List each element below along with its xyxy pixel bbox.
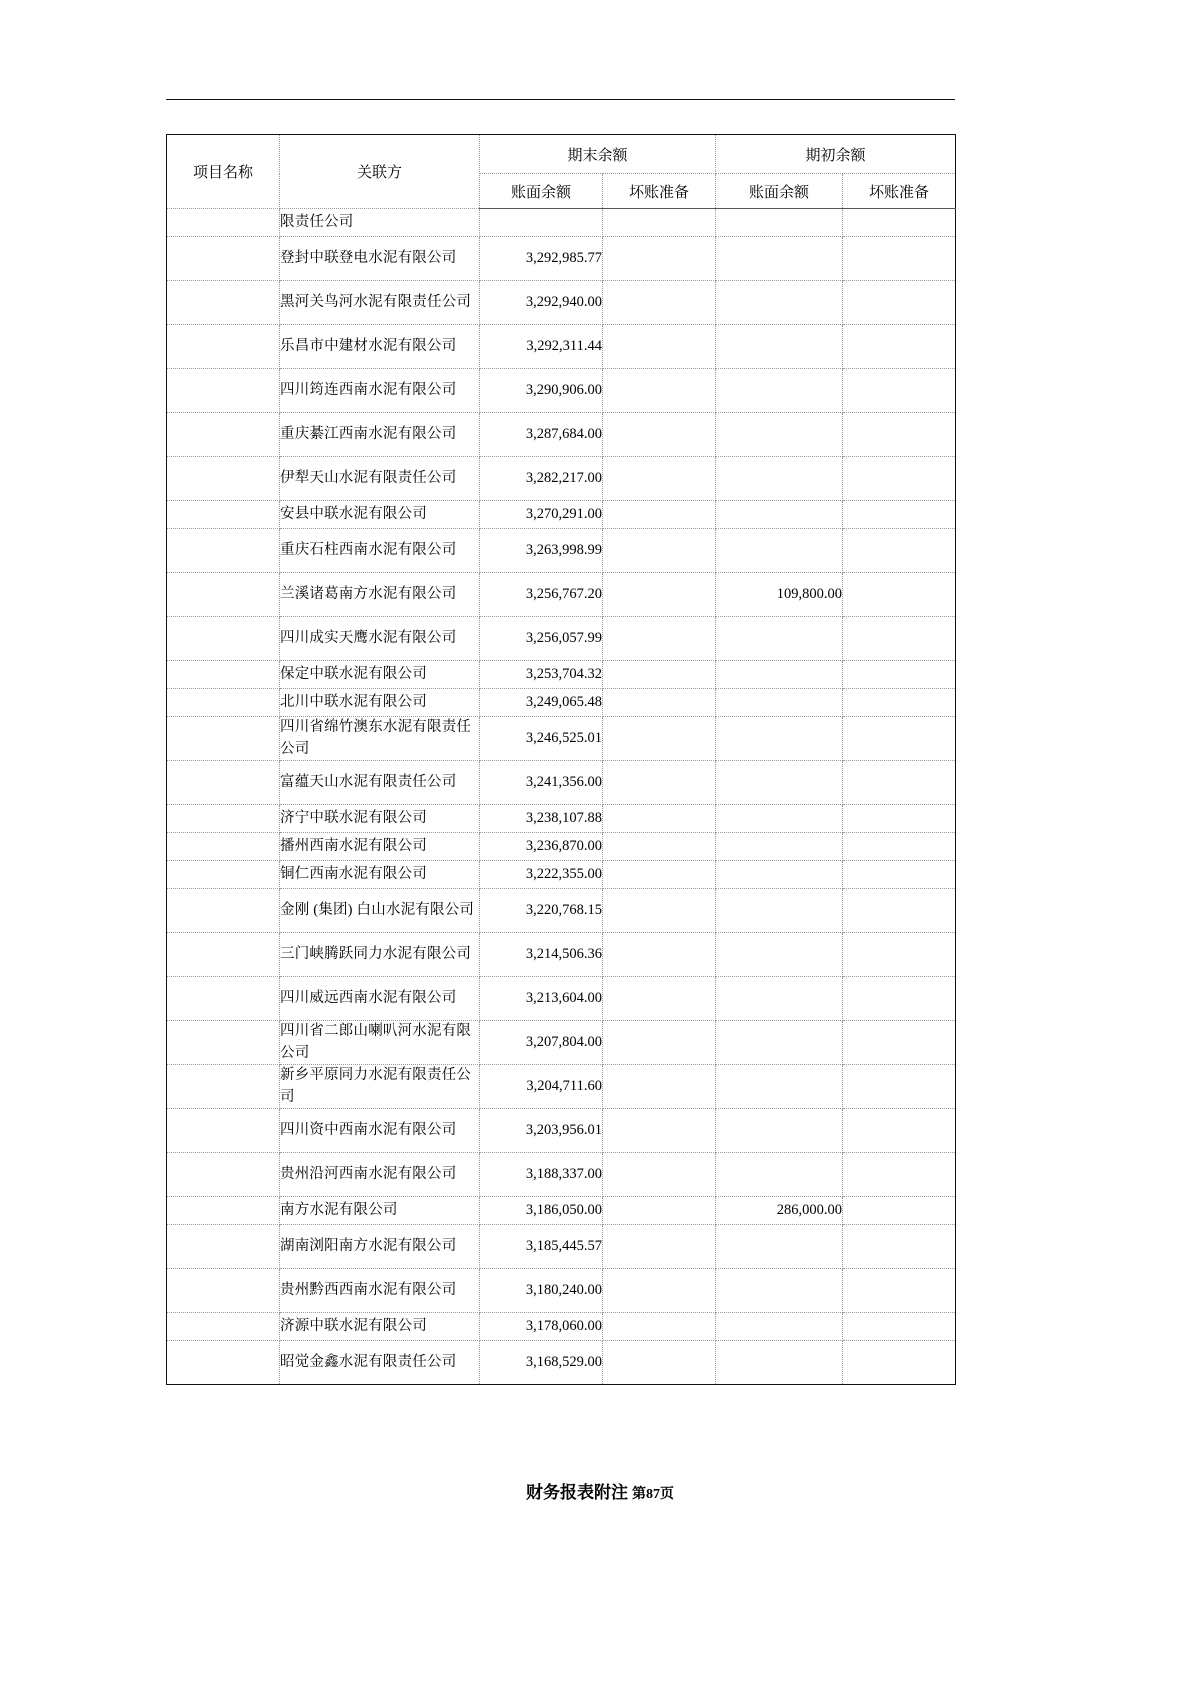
cell-beginning-bad-debt xyxy=(843,529,956,573)
cell-related-party: 新乡平原同力水泥有限责任公司 xyxy=(280,1065,480,1109)
cell-related-party: 安县中联水泥有限公司 xyxy=(280,501,480,529)
cell-beginning-book-balance xyxy=(716,1109,843,1153)
cell-beginning-book-balance xyxy=(716,1341,843,1385)
table-row xyxy=(167,1153,956,1197)
cell-ending-book-balance: 3,207,804.00 xyxy=(480,1021,603,1065)
cell-project-name xyxy=(167,661,280,689)
table-row xyxy=(167,501,956,529)
cell-ending-book-balance: 3,249,065.48 xyxy=(480,689,603,717)
cell-related-party: 济源中联水泥有限公司 xyxy=(280,1313,480,1341)
cell-beginning-book-balance xyxy=(716,369,843,413)
cell-beginning-bad-debt xyxy=(843,1341,956,1385)
cell-related-party: 兰溪诸葛南方水泥有限公司 xyxy=(280,573,480,617)
cell-ending-bad-debt xyxy=(603,661,716,689)
cell-project-name xyxy=(167,1197,280,1225)
cell-ending-book-balance: 3,263,998.99 xyxy=(480,529,603,573)
cell-beginning-bad-debt xyxy=(843,1065,956,1109)
cell-beginning-bad-debt xyxy=(843,617,956,661)
cell-project-name xyxy=(167,1153,280,1197)
page-footer xyxy=(0,1478,1200,1503)
cell-related-party: 金刚 (集团) 白山水泥有限公司 xyxy=(280,889,480,933)
cell-ending-bad-debt xyxy=(603,1021,716,1065)
cell-ending-bad-debt xyxy=(603,689,716,717)
table-row xyxy=(167,1109,956,1153)
cell-ending-book-balance: 3,222,355.00 xyxy=(480,861,603,889)
cell-ending-book-balance: 3,246,525.01 xyxy=(480,717,603,761)
cell-beginning-book-balance xyxy=(716,413,843,457)
cell-beginning-bad-debt xyxy=(843,457,956,501)
table-row xyxy=(167,457,956,501)
cell-related-party: 昭觉金鑫水泥有限责任公司 xyxy=(280,1341,480,1385)
cell-ending-bad-debt xyxy=(603,617,716,661)
cell-beginning-book-balance xyxy=(716,529,843,573)
cell-ending-bad-debt xyxy=(603,529,716,573)
cell-beginning-book-balance xyxy=(716,281,843,325)
cell-project-name xyxy=(167,209,280,237)
header-beginning-book-balance: 账面余额 xyxy=(716,174,843,209)
cell-beginning-bad-debt xyxy=(843,325,956,369)
cell-beginning-book-balance xyxy=(716,977,843,1021)
cell-ending-bad-debt xyxy=(603,717,716,761)
cell-ending-bad-debt xyxy=(603,833,716,861)
cell-project-name xyxy=(167,933,280,977)
cell-project-name xyxy=(167,977,280,1021)
cell-project-name xyxy=(167,1313,280,1341)
cell-beginning-book-balance xyxy=(716,1021,843,1065)
cell-related-party: 济宁中联水泥有限公司 xyxy=(280,805,480,833)
cell-project-name xyxy=(167,833,280,861)
cell-ending-bad-debt xyxy=(603,1341,716,1385)
cell-related-party: 四川筠连西南水泥有限公司 xyxy=(280,369,480,413)
cell-ending-book-balance: 3,220,768.15 xyxy=(480,889,603,933)
table-row xyxy=(167,237,956,281)
cell-related-party: 保定中联水泥有限公司 xyxy=(280,661,480,689)
cell-related-party: 四川成实天鹰水泥有限公司 xyxy=(280,617,480,661)
cell-project-name xyxy=(167,281,280,325)
cell-project-name xyxy=(167,457,280,501)
cell-ending-bad-debt xyxy=(603,457,716,501)
cell-beginning-book-balance xyxy=(716,689,843,717)
table-row xyxy=(167,1269,956,1313)
table-header xyxy=(167,135,956,209)
cell-beginning-book-balance xyxy=(716,457,843,501)
cell-ending-book-balance: 3,253,704.32 xyxy=(480,661,603,689)
table-row xyxy=(167,369,956,413)
header-beginning-bad-debt: 坏账准备 xyxy=(843,174,956,209)
header-project-name: 项目名称 xyxy=(167,135,280,209)
financial-table xyxy=(166,134,956,1385)
cell-ending-bad-debt xyxy=(603,1197,716,1225)
table-row xyxy=(167,1065,956,1109)
cell-related-party: 四川省绵竹澳东水泥有限责任公司 xyxy=(280,717,480,761)
cell-beginning-bad-debt xyxy=(843,501,956,529)
cell-ending-book-balance: 3,270,291.00 xyxy=(480,501,603,529)
cell-project-name xyxy=(167,889,280,933)
table-row xyxy=(167,977,956,1021)
cell-beginning-bad-debt xyxy=(843,369,956,413)
cell-ending-book-balance: 3,282,217.00 xyxy=(480,457,603,501)
table-row xyxy=(167,861,956,889)
table-row xyxy=(167,805,956,833)
cell-beginning-bad-debt xyxy=(843,689,956,717)
cell-beginning-bad-debt xyxy=(843,209,956,237)
cell-ending-book-balance: 3,178,060.00 xyxy=(480,1313,603,1341)
cell-project-name xyxy=(167,325,280,369)
cell-related-party: 重庆石柱西南水泥有限公司 xyxy=(280,529,480,573)
cell-ending-bad-debt xyxy=(603,861,716,889)
cell-ending-bad-debt xyxy=(603,573,716,617)
cell-project-name xyxy=(167,1021,280,1065)
cell-related-party: 限责任公司 xyxy=(280,209,480,237)
cell-beginning-bad-debt xyxy=(843,933,956,977)
cell-related-party: 北川中联水泥有限公司 xyxy=(280,689,480,717)
cell-project-name xyxy=(167,1225,280,1269)
cell-related-party: 四川资中西南水泥有限公司 xyxy=(280,1109,480,1153)
cell-beginning-book-balance xyxy=(716,1153,843,1197)
cell-ending-bad-debt xyxy=(603,1109,716,1153)
cell-ending-book-balance: 3,290,906.00 xyxy=(480,369,603,413)
cell-project-name xyxy=(167,529,280,573)
cell-project-name xyxy=(167,805,280,833)
cell-ending-book-balance: 3,168,529.00 xyxy=(480,1341,603,1385)
cell-ending-book-balance: 3,241,356.00 xyxy=(480,761,603,805)
cell-ending-book-balance: 3,186,050.00 xyxy=(480,1197,603,1225)
cell-beginning-book-balance: 109,800.00 xyxy=(716,573,843,617)
cell-beginning-bad-debt xyxy=(843,1153,956,1197)
cell-beginning-bad-debt xyxy=(843,1313,956,1341)
cell-project-name xyxy=(167,1269,280,1313)
cell-project-name xyxy=(167,237,280,281)
cell-ending-book-balance: 3,256,767.20 xyxy=(480,573,603,617)
cell-ending-bad-debt xyxy=(603,805,716,833)
cell-ending-bad-debt xyxy=(603,237,716,281)
cell-related-party: 乐昌市中建材水泥有限公司 xyxy=(280,325,480,369)
table-row xyxy=(167,209,956,237)
cell-related-party: 黑河关鸟河水泥有限责任公司 xyxy=(280,281,480,325)
cell-beginning-book-balance xyxy=(716,237,843,281)
cell-beginning-book-balance xyxy=(716,805,843,833)
cell-related-party: 伊犁天山水泥有限责任公司 xyxy=(280,457,480,501)
cell-ending-bad-debt xyxy=(603,977,716,1021)
cell-ending-bad-debt xyxy=(603,933,716,977)
table-row xyxy=(167,1021,956,1065)
cell-ending-bad-debt xyxy=(603,761,716,805)
cell-ending-book-balance: 3,292,940.00 xyxy=(480,281,603,325)
cell-beginning-bad-debt xyxy=(843,413,956,457)
table-row xyxy=(167,573,956,617)
cell-beginning-book-balance xyxy=(716,661,843,689)
cell-beginning-bad-debt xyxy=(843,281,956,325)
header-ending-bad-debt: 坏账准备 xyxy=(603,174,716,209)
cell-ending-bad-debt xyxy=(603,1313,716,1341)
cell-beginning-book-balance xyxy=(716,889,843,933)
cell-related-party: 四川省二郎山喇叭河水泥有限公司 xyxy=(280,1021,480,1065)
cell-ending-bad-debt xyxy=(603,281,716,325)
cell-ending-book-balance: 3,214,506.36 xyxy=(480,933,603,977)
cell-related-party: 重庆綦江西南水泥有限公司 xyxy=(280,413,480,457)
table-row xyxy=(167,1225,956,1269)
cell-ending-book-balance: 3,203,956.01 xyxy=(480,1109,603,1153)
cell-project-name xyxy=(167,1065,280,1109)
footer-title: 财务报表附注 xyxy=(526,1483,628,1502)
table-row xyxy=(167,413,956,457)
table-row xyxy=(167,325,956,369)
cell-ending-bad-debt xyxy=(603,325,716,369)
cell-beginning-bad-debt xyxy=(843,1225,956,1269)
cell-beginning-bad-debt xyxy=(843,573,956,617)
cell-project-name xyxy=(167,1109,280,1153)
table-row xyxy=(167,717,956,761)
cell-beginning-bad-debt xyxy=(843,1021,956,1065)
cell-ending-book-balance: 3,287,684.00 xyxy=(480,413,603,457)
cell-ending-book-balance: 3,213,604.00 xyxy=(480,977,603,1021)
table-row xyxy=(167,1341,956,1385)
cell-beginning-book-balance xyxy=(716,833,843,861)
cell-beginning-book-balance xyxy=(716,761,843,805)
table-row xyxy=(167,761,956,805)
cell-ending-book-balance: 3,236,870.00 xyxy=(480,833,603,861)
cell-beginning-book-balance xyxy=(716,501,843,529)
table-row xyxy=(167,661,956,689)
cell-project-name xyxy=(167,573,280,617)
cell-related-party: 播州西南水泥有限公司 xyxy=(280,833,480,861)
cell-beginning-book-balance xyxy=(716,617,843,661)
footer-page-number: 第87页 xyxy=(632,1487,674,1502)
cell-beginning-bad-debt xyxy=(843,805,956,833)
cell-related-party: 湖南浏阳南方水泥有限公司 xyxy=(280,1225,480,1269)
cell-beginning-book-balance xyxy=(716,717,843,761)
table-row xyxy=(167,689,956,717)
cell-ending-book-balance: 3,185,445.57 xyxy=(480,1225,603,1269)
cell-project-name xyxy=(167,689,280,717)
cell-related-party: 富蕴天山水泥有限责任公司 xyxy=(280,761,480,805)
cell-beginning-book-balance xyxy=(716,861,843,889)
cell-beginning-book-balance xyxy=(716,1065,843,1109)
cell-ending-bad-debt xyxy=(603,209,716,237)
cell-beginning-book-balance xyxy=(716,933,843,977)
table-row xyxy=(167,1197,956,1225)
cell-beginning-bad-debt xyxy=(843,1109,956,1153)
table-row xyxy=(167,529,956,573)
cell-beginning-bad-debt xyxy=(843,977,956,1021)
cell-ending-book-balance: 3,292,311.44 xyxy=(480,325,603,369)
cell-beginning-bad-debt xyxy=(843,833,956,861)
cell-project-name xyxy=(167,617,280,661)
cell-beginning-book-balance xyxy=(716,1269,843,1313)
cell-related-party: 登封中联登电水泥有限公司 xyxy=(280,237,480,281)
cell-beginning-bad-debt xyxy=(843,661,956,689)
cell-beginning-bad-debt xyxy=(843,717,956,761)
cell-beginning-bad-debt xyxy=(843,861,956,889)
cell-related-party: 四川威远西南水泥有限公司 xyxy=(280,977,480,1021)
cell-ending-book-balance xyxy=(480,209,603,237)
header-ending-book-balance: 账面余额 xyxy=(480,174,603,209)
table-row xyxy=(167,1313,956,1341)
cell-project-name xyxy=(167,1341,280,1385)
cell-related-party: 南方水泥有限公司 xyxy=(280,1197,480,1225)
cell-project-name xyxy=(167,861,280,889)
cell-related-party: 贵州沿河西南水泥有限公司 xyxy=(280,1153,480,1197)
cell-ending-book-balance: 3,238,107.88 xyxy=(480,805,603,833)
cell-related-party: 贵州黔西西南水泥有限公司 xyxy=(280,1269,480,1313)
cell-related-party: 三门峡腾跃同力水泥有限公司 xyxy=(280,933,480,977)
header-rule xyxy=(166,99,955,100)
header-related-party: 关联方 xyxy=(280,135,480,209)
header-group-beginning-balance: 期初余额 xyxy=(716,135,956,174)
cell-ending-bad-debt xyxy=(603,1269,716,1313)
cell-beginning-bad-debt xyxy=(843,237,956,281)
cell-project-name xyxy=(167,413,280,457)
cell-ending-bad-debt xyxy=(603,1065,716,1109)
cell-project-name xyxy=(167,369,280,413)
cell-project-name xyxy=(167,501,280,529)
cell-ending-book-balance: 3,180,240.00 xyxy=(480,1269,603,1313)
cell-beginning-bad-debt xyxy=(843,761,956,805)
cell-related-party: 铜仁西南水泥有限公司 xyxy=(280,861,480,889)
cell-beginning-bad-debt xyxy=(843,1197,956,1225)
related-party-balance-table xyxy=(166,134,955,1385)
table-body xyxy=(167,209,956,1385)
cell-beginning-book-balance xyxy=(716,325,843,369)
header-group-ending-balance: 期末余额 xyxy=(480,135,716,174)
table-row xyxy=(167,889,956,933)
table-row xyxy=(167,617,956,661)
table-row xyxy=(167,933,956,977)
cell-ending-book-balance: 3,256,057.99 xyxy=(480,617,603,661)
cell-ending-bad-debt xyxy=(603,413,716,457)
cell-ending-bad-debt xyxy=(603,1225,716,1269)
cell-ending-book-balance: 3,204,711.60 xyxy=(480,1065,603,1109)
cell-beginning-book-balance xyxy=(716,1225,843,1269)
cell-beginning-bad-debt xyxy=(843,889,956,933)
cell-ending-book-balance: 3,292,985.77 xyxy=(480,237,603,281)
cell-ending-bad-debt xyxy=(603,501,716,529)
cell-beginning-bad-debt xyxy=(843,1269,956,1313)
cell-beginning-book-balance: 286,000.00 xyxy=(716,1197,843,1225)
cell-ending-bad-debt xyxy=(603,369,716,413)
cell-project-name xyxy=(167,717,280,761)
cell-beginning-book-balance xyxy=(716,209,843,237)
cell-ending-bad-debt xyxy=(603,889,716,933)
cell-project-name xyxy=(167,761,280,805)
cell-ending-book-balance: 3,188,337.00 xyxy=(480,1153,603,1197)
table-row xyxy=(167,833,956,861)
cell-ending-bad-debt xyxy=(603,1153,716,1197)
table-row xyxy=(167,281,956,325)
cell-beginning-book-balance xyxy=(716,1313,843,1341)
